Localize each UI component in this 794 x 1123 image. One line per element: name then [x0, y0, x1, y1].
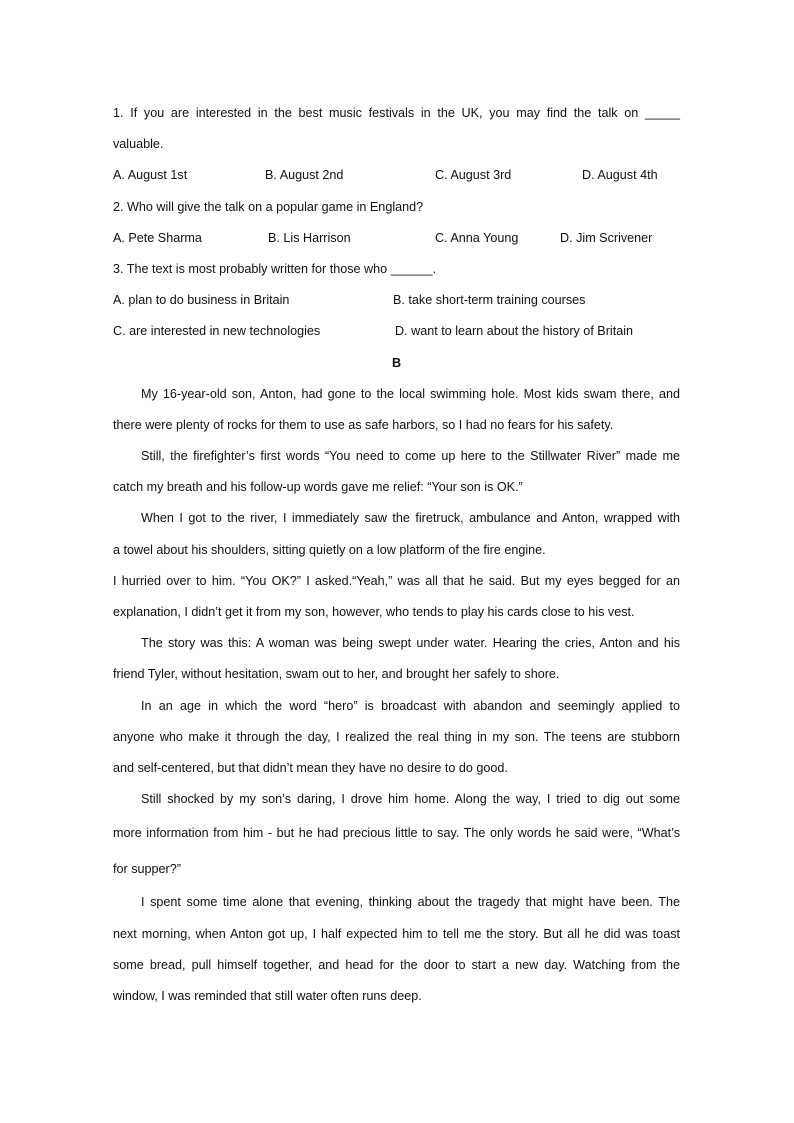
section-heading: B: [391, 355, 402, 370]
q2-option-c: C. Anna Young: [435, 230, 519, 245]
passage-line: I spent some time alone that evening, thinking about the tragedy that might have been. The: [141, 895, 680, 910]
q1-option-d: D. August 4th: [582, 168, 658, 183]
document-page: [113, 98, 680, 1012]
passage-line: anyone who make it through the day, I realized the real thing in my son. The teens are stubborn: [113, 729, 680, 744]
passage-line: window, I was reminded that still water often runs deep.: [113, 988, 422, 1003]
question-2-stem: 2. Who will give the talk on a popular game in England?: [113, 199, 424, 214]
passage-line: and self-centered, but that didn’t mean they have no desire to do good.: [113, 760, 508, 775]
q2-option-a: A. Pete Sharma: [113, 230, 202, 245]
passage-line: The story was this: A woman was being swept under water. Hearing the cries, Anton and his: [141, 636, 680, 651]
q1-option-b: B. August 2nd: [265, 168, 344, 183]
q1-option-a: A. August 1st: [113, 168, 188, 183]
passage-line: catch my breath and his follow-up words gave me relief: “Your son is OK.”: [113, 480, 523, 495]
question-1-stem-cont: valuable.: [113, 137, 164, 152]
q1-option-c: C. August 3rd: [435, 168, 512, 183]
passage-line: explanation, I didn’t get it from my son, however, who tends to play his cards close to his vest.: [113, 605, 635, 619]
passage-line: for supper?”: [113, 862, 181, 877]
q2-option-d: D. Jim Scrivener: [560, 230, 653, 245]
passage-line: When I got to the river, I immediately saw the firetruck, ambulance and Anton, wrapped with: [141, 511, 680, 526]
passage-line: some bread, pull himself together, and head for the door to start a new day. Watching from the: [113, 957, 680, 972]
passage-line: In an age in which the word “hero” is broadcast with abandon and seemingly applied to: [141, 698, 680, 713]
q3-option-d: D. want to learn about the history of Britain: [395, 324, 634, 339]
passage-line: I hurried over to him. “You OK?” I asked.“Yeah,” was all that he said. But my eyes begged for an: [113, 573, 680, 588]
passage-line: friend Tyler, without hesitation, swam out to her, and brought her safely to shore.: [113, 667, 560, 682]
passage-line: more information from him - but he had precious little to say. The only words he said were, “What’s: [113, 826, 680, 841]
question-2-options: [113, 223, 680, 254]
q3-option-c: C. are interested in new technologies: [113, 324, 321, 339]
question-3-options-row1: [113, 285, 680, 316]
question-3-stem: 3. The text is most probably written for those who ______.: [113, 261, 437, 276]
passage-line: a towel about his shoulders, sitting quietly on a low platform of the fire engine.: [113, 542, 546, 557]
passage-line: there were plenty of rocks for them to use as safe harbors, so I had no fears for his safety.: [113, 417, 614, 432]
q3-option-b: B. take short-term training courses: [393, 293, 586, 308]
q3-option-a: A. plan to do business in Britain: [113, 293, 290, 308]
passage-line: Still shocked by my son’s daring, I drove him home. Along the way, I tried to dig out some: [141, 792, 680, 807]
question-1-options: [113, 160, 680, 191]
passage-line: next morning, when Anton got up, I half expected him to tell me the story. But all he did was toast: [113, 926, 680, 941]
passage-line: My 16-year-old son, Anton, had gone to the local swimming hole. Most kids swam there, and: [141, 386, 680, 401]
question-1-stem: 1. If you are interested in the best music festivals in the UK, you may find the talk on _____: [113, 106, 680, 120]
q2-option-b: B. Lis Harrison: [268, 230, 351, 245]
passage-line: Still, the firefighter’s first words “You need to come up here to the Stillwater River” made me: [141, 449, 680, 464]
question-3-options-row2: [113, 316, 680, 347]
